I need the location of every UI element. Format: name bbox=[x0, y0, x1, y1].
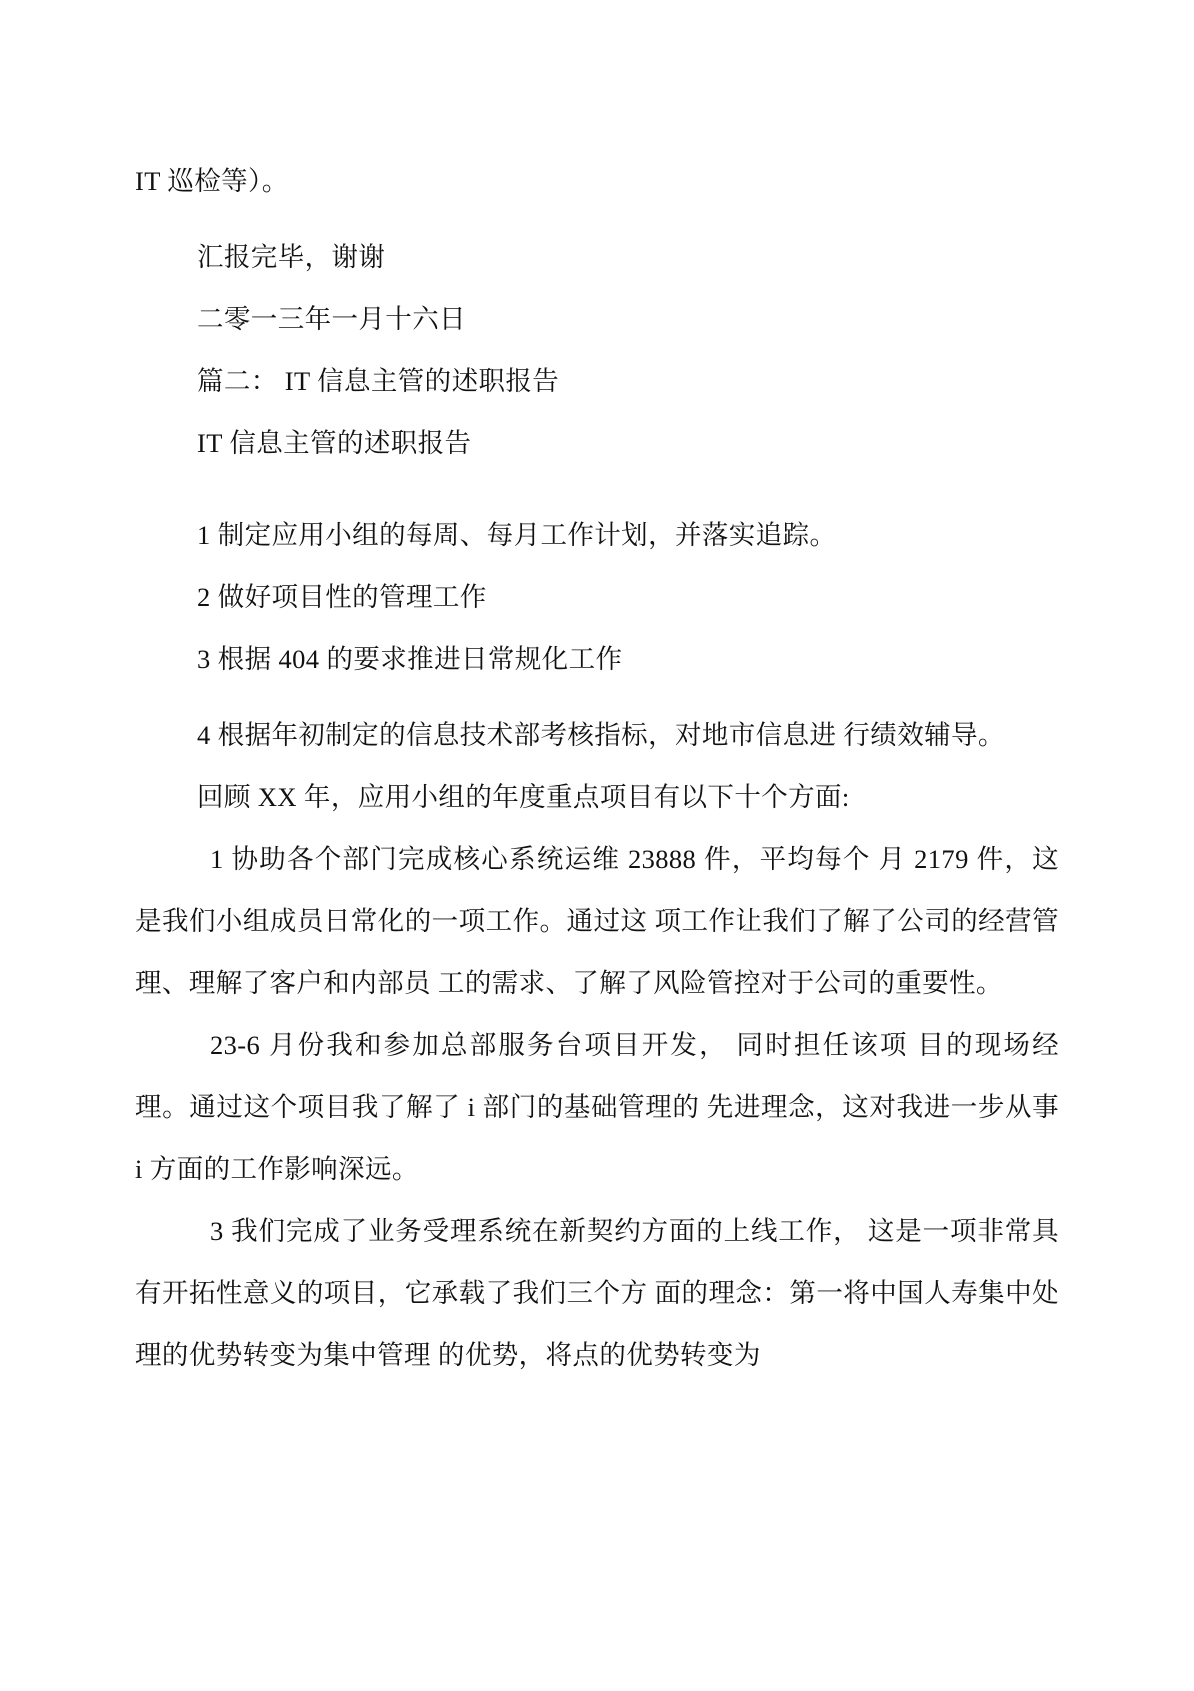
paragraph-project-item-3: 3 我们完成了业务受理系统在新契约方面的上线工作， 这是一项非常具有开拓性意义的项目，它承载了我们三个方 面的理念：第一将中国人寿集中处理的优势转变为集中管理 的优势，将点的优势转变为 bbox=[135, 1216, 1059, 1370]
paragraph-line-it-inspection: IT 巡检等）。 bbox=[135, 166, 289, 196]
paragraph-review-intro: 回顾 XX 年，应用小组的年度重点项目有以下十个方面: bbox=[197, 782, 850, 812]
spacer bbox=[135, 690, 1059, 704]
paragraph-report-date: 二零一三年一月十六日 bbox=[197, 304, 466, 334]
spacer bbox=[135, 212, 1059, 226]
paragraph-project-item-1: 1 协助各个部门完成核心系统运维 23888 件，平均每个 月 2179 件，这是我们小组成员日常化的一项工作。通过这 项工作让我们了解了公司的经营管理、理解了客户和内部员 工的需求、了解了风险管控对于公司的重要性。 bbox=[135, 844, 1059, 998]
paragraph-duty-item-3: 3 根据 404 的要求推进日常规化工作 bbox=[197, 644, 623, 674]
paragraph-document-title: IT 信息主管的述职报告 bbox=[197, 428, 472, 458]
paragraph-section-heading-part-two: 篇二： IT 信息主管的述职报告 bbox=[197, 366, 560, 396]
paragraph-project-item-2: 23-6 月份我和参加总部服务台项目开发， 同时担任该项 目的现场经理。通过这个项目我了解了 i 部门的基础管理的 先进理念，这对我进一步从事 i 方面的工作影响深远。 bbox=[135, 1030, 1067, 1184]
document-body bbox=[135, 150, 1067, 1386]
paragraph-duty-item-1: 1 制定应用小组的每周、每月工作计划，并落实追踪。 bbox=[197, 520, 837, 550]
paragraph-duty-item-2: 2 做好项目性的管理工作 bbox=[197, 582, 487, 612]
paragraph-duty-item-4: 4 根据年初制定的信息技术部考核指标，对地市信息进 行绩效辅导。 bbox=[197, 720, 1005, 750]
spacer bbox=[135, 474, 1059, 504]
paragraph-report-closing: 汇报完毕，谢谢 bbox=[197, 242, 386, 272]
